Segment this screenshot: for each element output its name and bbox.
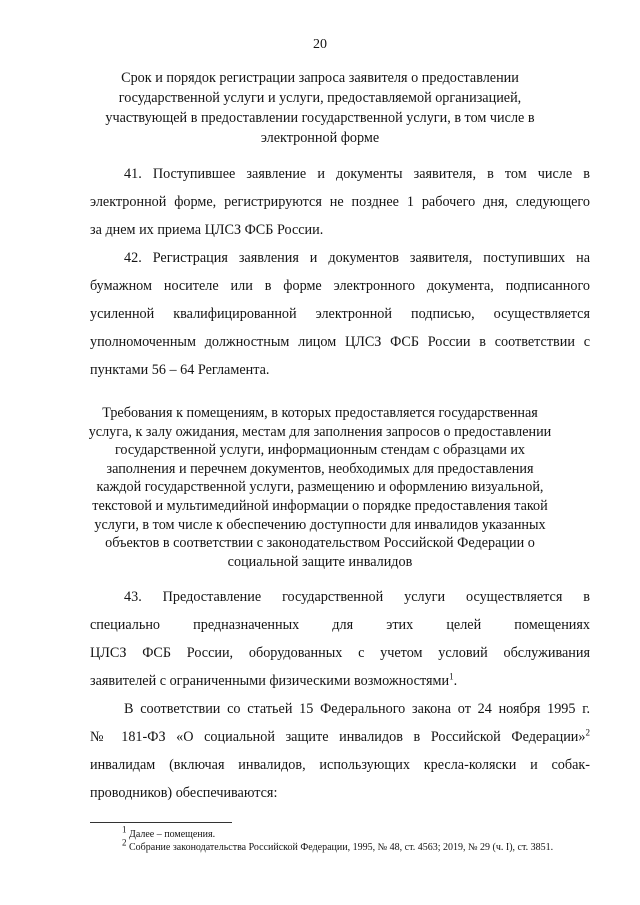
footnote-mark: 1 [122,824,127,835]
heading-line: услуги, в том числе к обеспечению доступности для инвалидов указанных [94,516,546,533]
paragraph-41-line: за днем их приема ЦЛСЗ ФСБ России. [90,222,324,238]
heading-line: заполнения и перечнем документов, необходимых для предоставления [106,460,534,477]
footnote-divider [90,822,232,823]
footnote-text: Собрание законодательства Российской Федерации, 1995, № 48, ст. 4563; 2019, № 29 (ч. I), ст. 3851. [129,842,554,853]
heading-line: Срок и порядок регистрации запроса заявителя о предоставлении [121,70,519,86]
heading-line: услуга, к залу ожидания, местам для заполнения запросов о предоставлении [88,423,552,440]
footnote-mark: 2 [122,837,127,848]
heading-line: государственной услуги, информационным стендам с образцами их [114,442,526,459]
section-heading-registration [60,68,580,148]
footnote-ref: 1 [449,671,454,682]
footnote-text: Далее – помещения. [129,829,216,840]
heading-line: каждой государственной услуги, размещению и оформлению визуальной, [96,479,544,496]
paragraph-42-line: уполномоченным должностным лицом ЦЛСЗ ФСБ России в соответствии с [90,334,590,350]
footnote [122,837,554,854]
paragraph-42-line: усиленной квалифицированной электронной подписью, осуществляется [90,306,590,322]
paragraph-44-line: В соответствии со статьей 15 Федерального закона от 24 ноября 1995 г. [124,701,590,717]
heading-line: государственной услуги и услуги, предоставляемой организацией, [118,90,522,106]
paragraph-43-line: 43. Предоставление государственной услуги осуществляется в [124,589,590,605]
paragraph-41-line: 41. Поступившее заявление и документы заявителя, в том числе в [124,166,590,182]
paragraph-44-line: инвалидам (включая инвалидов, использующих кресла-коляски и собак- [90,757,590,773]
footnote [122,824,216,841]
page-number: 20 [313,37,327,52]
paragraph-44-line: проводников) обеспечиваются: [90,785,278,801]
paragraph-42-line: 42. Регистрация заявления и документов заявителя, поступивших на [124,250,590,266]
paragraph-43-line [90,672,590,690]
heading-line: участвующей в предоставлении государственной услуги, в том числе в [105,110,535,126]
paragraph-43-text: заявителей с ограниченными физическими возможностями [90,673,450,689]
heading-line: Требования к помещениям, в которых предоставляется государственная [102,405,538,421]
heading-line: текстовой и мультимедийной информации о порядке предоставления такой [92,497,548,514]
heading-line: объектов в соответствии с законодательством Российской Федерации о [105,535,535,552]
sentence-end: . [453,673,458,689]
footnote-ref: 2 [585,727,590,738]
paragraph-43-line: ЦЛСЗ ФСБ России, оборудованных с учетом условий обслуживания [90,645,590,661]
paragraph-43-line: специально предназначенных для этих целей помещениях [90,617,590,633]
paragraph-42-line: пунктами 56 – 64 Регламента. [90,362,270,378]
heading-line: социальной защите инвалидов [227,553,413,570]
paragraph-44-line [90,728,590,746]
paragraph-44-text: № 181-ФЗ «О социальной защите инвалидов в Российской Федерации» [90,729,586,745]
paragraph-42-line: бумажном носителе или в форме электронного документа, подписанного [90,278,590,294]
section-heading-premises [60,404,580,571]
paragraph-41-line: электронной форме, регистрируются не позднее 1 рабочего дня, следующего [90,194,590,210]
heading-line: электронной форме [260,130,380,146]
